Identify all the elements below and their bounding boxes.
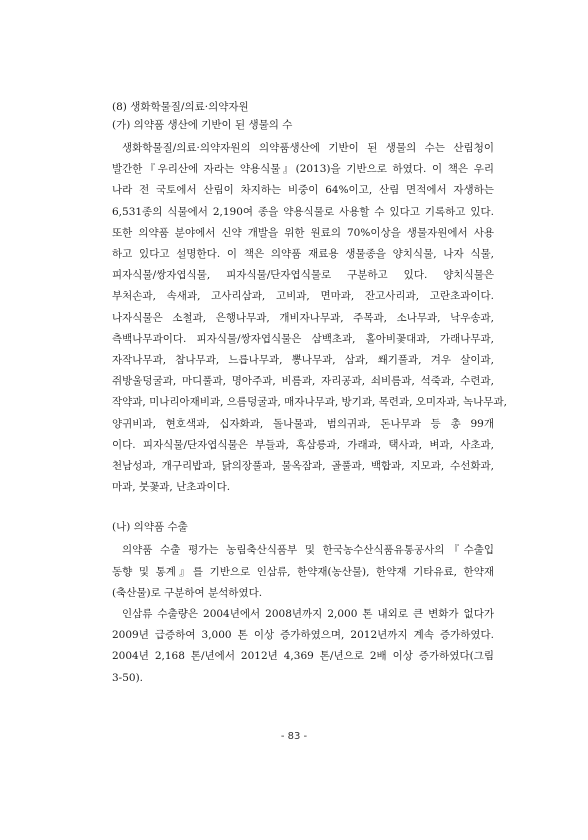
text-line: 마과, 붓꽃과, 난초과이다. — [112, 481, 231, 494]
body-content — [112, 99, 507, 689]
text-line: 하고 있다고 설명한다. 이 책은 의약품 재료용 생물종을 양치식물, 나자 식물, — [112, 248, 494, 261]
text-line: 생화학물질/의료·의약자원의 의약품생산에 기반이 된 생물의 수는 산림청이 — [122, 142, 494, 154]
text-line: 2004년 2,168 톤/년에서 2012년 4,369 톤/년으로 2배 이상 증가하였다(그림 — [112, 650, 494, 663]
text-line: 3-50). — [112, 671, 144, 684]
text-line: 천남성과, 개구리밥과, 닭의장풀과, 물옥잠과, 골풀과, 백합과, 지모과, 수선화과, — [112, 460, 494, 473]
text-line: 6,531종의 식물에서 2,190여 종을 약용식물로 사용할 수 있다고 기록하고 있다. — [112, 205, 494, 218]
text-line: 동향 및 통계』를 기반으로 인삼류, 한약재(농산물), 한약재 기타유료, 한약재 — [112, 565, 494, 578]
subsection-b-title: (나) 의약품 수출 — [112, 521, 188, 534]
text-line: 양귀비과, 현호색과, 십자화과, 돌나물과, 범의귀과, 돈나무과 등 총 99개 — [112, 417, 494, 430]
text-line: 이다. 피자식물/단자엽식물은 부들과, 흑삼릉과, 가래과, 택사과, 벼과, 사초과, — [112, 438, 494, 451]
subsection-a-title: (가) 의약품 생산에 기반이 된 생물의 수 — [112, 119, 293, 131]
text-line: 쥐방울덩굴과, 마디풀과, 명아주과, 비름과, 자리공과, 쇠비름과, 석죽과, 수련과, — [112, 375, 494, 388]
text-line: 발간한『우리산에 자라는 약용식물』(2013)을 기반으로 하였다. 이 책은 우리 — [112, 163, 494, 176]
text-line: 인삼류 수출량은 2004년에서 2008년까지 2,000 톤 내외로 큰 변화가 없다가 — [122, 608, 494, 621]
text-line: 나자식물은 소철과, 은행나무과, 개비자나무과, 주목과, 소나무과, 낙우송과, — [112, 311, 494, 324]
text-line: 또한 의약품 분야에서 신약 개발을 위한 원료의 70%이상을 생물자원에서 사용 — [112, 226, 494, 239]
text-line: 자작나무과, 참나무과, 느릅나무과, 뽕나무과, 삼과, 쐐기풀과, 겨우 살이과, — [112, 354, 494, 367]
text-line: 나라 전 국토에서 산림이 차지하는 비중이 64%이고, 산림 면적에서 자생하는 — [112, 184, 494, 197]
section-heading: (8) 생화학물질/의료·의약자원 — [112, 101, 249, 113]
text-line: 피자식물/쌍자엽식물, 피자식물/단자엽식물로 구분하고 있다. 양치식물은 — [112, 269, 494, 282]
text-line: 작약과, 미나리아재비과, 으름덩굴과, 매자나무과, 방기과, 목련과, 오미자과, 녹나무과, — [112, 396, 507, 409]
page-number: - 83 - — [280, 731, 308, 742]
text-line: 부처손과, 속새과, 고사리삼과, 고비과, 면마과, 잔고사리과, 고란초과이다. — [112, 290, 494, 303]
subsection-b-paragraph-2 — [112, 604, 494, 689]
subsection-a-paragraph — [112, 138, 507, 498]
subsection-b-paragraph-1 — [112, 540, 494, 604]
text-line: 2009년 급증하여 3,000 톤 이상 증가하였으며, 2012년까지 계속 증가하였다. — [112, 629, 494, 642]
text-line: 의약품 수출 평가는 농림축산식품부 및 한국농수산식품유통공사의『수출입 — [122, 544, 494, 557]
text-line: (축산물)로 구분하여 분석하였다. — [112, 586, 263, 599]
text-line: 측백나무과이다. 피자식물/쌍자엽식물은 삼백초과, 홀아비꽃대과, 가래나무과, — [112, 332, 494, 345]
